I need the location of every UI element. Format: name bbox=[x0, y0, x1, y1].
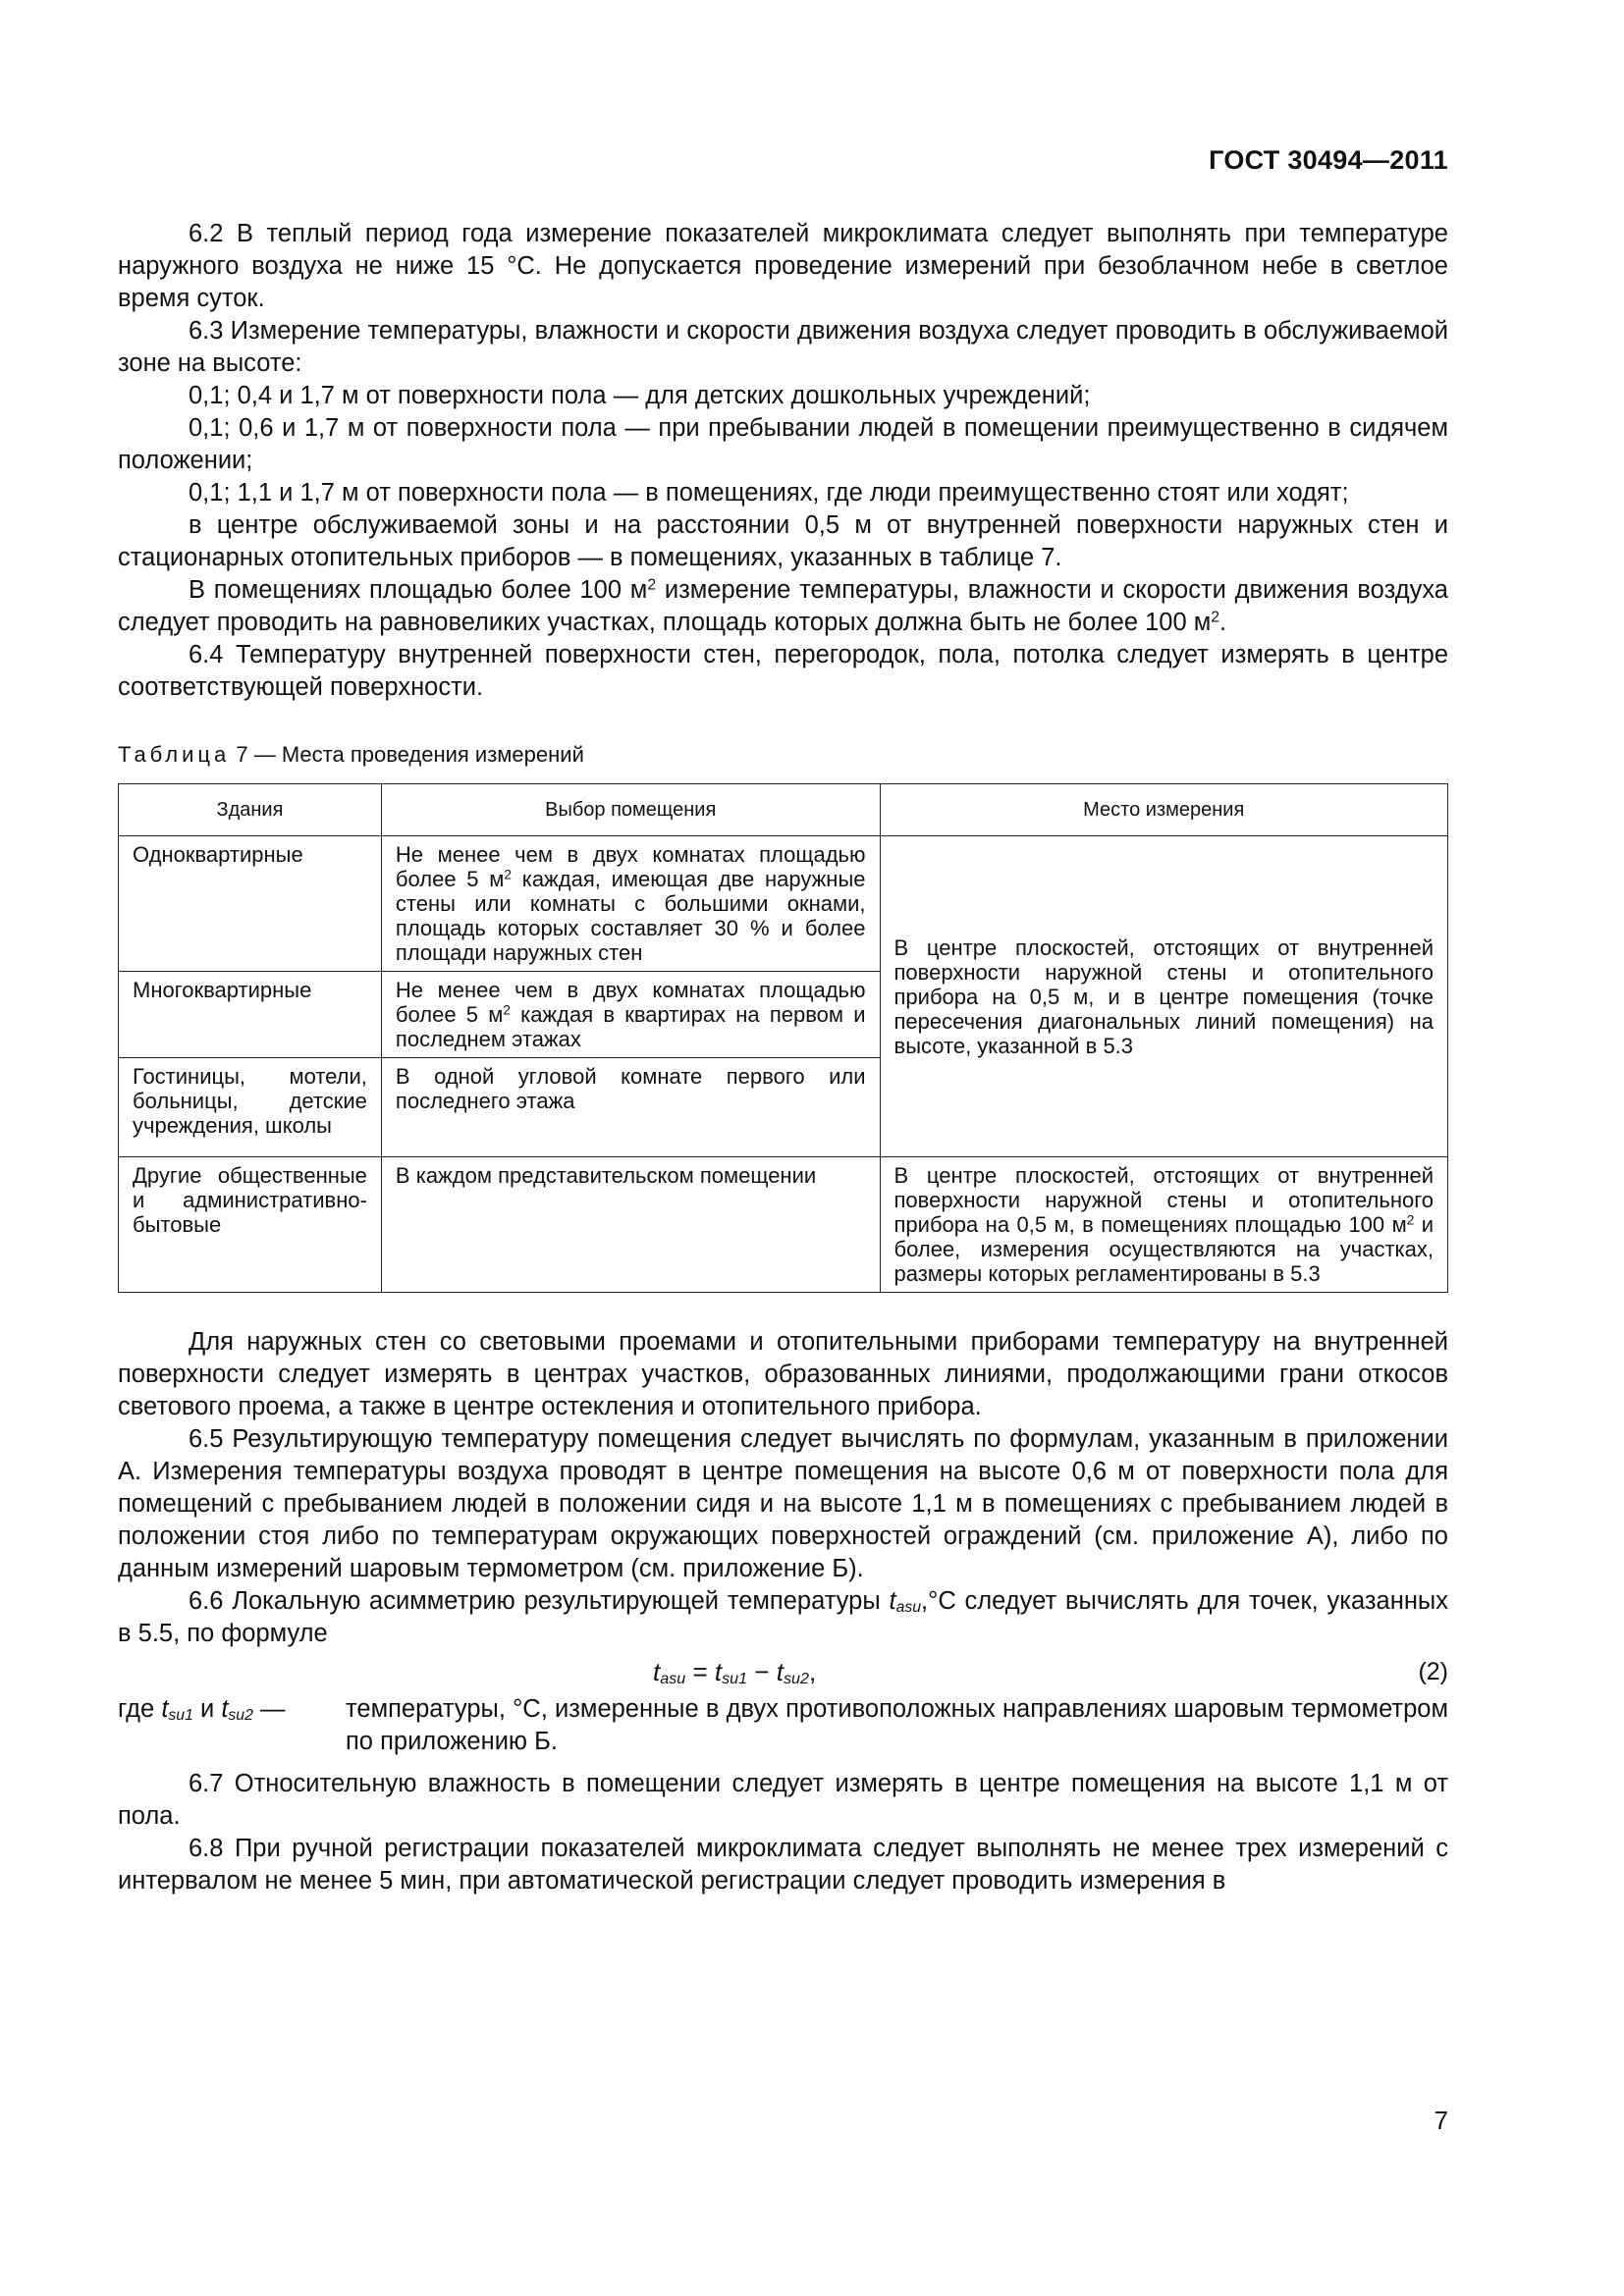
paragraph-6-3: 6.3 Измерение температуры, влажности и скорости движения воздуха следует проводить в обслуживаемой зоне на высоте: bbox=[118, 317, 1448, 377]
cell-room-selection: В одной угловой комнате первого или последнего этажа bbox=[381, 1058, 880, 1157]
body-text bbox=[118, 218, 1448, 1897]
cell-room-selection: Не менее чем в двух комнатах площадью более 5 $м^2$ каждая, имеющая две наружные стены или комнаты с большими окнами, площадь которых составляет 30 % и более площади наружных стен bbox=[381, 836, 880, 972]
paragraph-6-3-item-d: в центре обслуживаемой зоны и на расстоянии 0,5 м от внутренней поверхности наружных стен и стационарных отопительных приборов — в помещениях, указанных в таблице 7. bbox=[118, 511, 1448, 571]
paragraph-6-7: 6.7 Относительную влажность в помещении следует измерять в центре помещения на высоте 1,1 м от пола. bbox=[118, 1770, 1448, 1830]
document-id: ГОСТ 30494—2011 bbox=[1209, 145, 1448, 175]
cell-room-selection: Не менее чем в двух комнатах площадью более 5 $м^2$ каждая в квартирах на первом и последнем этажах bbox=[381, 972, 880, 1058]
paragraph-6-3-item-a: 0,1; 0,4 и 1,7 м от поверхности пола — для детских дошкольных учреждений; bbox=[189, 382, 1091, 409]
column-header-measurement-place: Место измерения bbox=[880, 784, 1448, 836]
paragraph-6-5: 6.5 Результирующую температуру помещения следует вычислять по формулам, указанным в приложении А. Измерения температуры воздуха проводят в центре помещения на высоте 0,6 м от поверхности пола для помещений с пребыванием людей в положении сидя и на высоте 1,1 м в помещениях с пребыванием людей в положении стоя либо по температурам окружающих поверхностей ограждений (см. приложение А), либо по данным измерений шаровым термометром (см. приложение Б). bbox=[118, 1425, 1448, 1582]
paragraph-6-3-item-e: В помещениях площадью более 100 $м^2$ измерение температуры, влажности и скорости движения воздуха следует проводить на равновеликих участках, площадь которых должна быть не более 100 $м^2$. bbox=[118, 576, 1448, 636]
document-page bbox=[118, 0, 1448, 2296]
cell-building: Гостиницы, мотели, больницы, детские учреждения, школы bbox=[119, 1058, 382, 1157]
formula-legend-variables: где $t_{su1}$ и $t_{su2}$ — bbox=[118, 1695, 286, 1725]
formula-number: (2) bbox=[1418, 1658, 1448, 1685]
table-7 bbox=[118, 783, 1448, 1293]
cell-measurement-place: В центре плоскостей, отстоящих от внутренней поверхности наружной стены и отопительного прибора на 0,5 м, в помещениях площадью 100 $м^2$ и более, измерения осуществляются на участках, размеры которых регламентированы в 5.3 bbox=[880, 1157, 1448, 1293]
paragraph-after-table: Для наружных стен со световыми проемами и отопительными приборами температуру на внутренней поверхности следует измерять в центрах участков, образованных линиями, продолжающими грани откосов светового проема, а также в центре остекления и отопительного прибора. bbox=[118, 1328, 1448, 1420]
cell-building: Другие общественные и административно-бытовые bbox=[119, 1157, 382, 1293]
paragraph-6-4: 6.4 Температуру внутренней поверхности стен, перегородок, пола, потолка следует измерять в центре соответствующей поверхности. bbox=[118, 641, 1448, 701]
formula-expression: $t_{asu} = t_{su1} - t_{su2}$, bbox=[653, 1657, 817, 1688]
paragraph-6-6: 6.6 Локальную асимметрию результирующей температуры $t_{asu},^\circ С$ следует вычислять для точек, указанных в 5.5, по формуле bbox=[118, 1587, 1448, 1647]
formula-legend-description: температуры, °С, измеренные в двух противоположных направлениях шаровым термометром по приложению Б. bbox=[346, 1695, 1448, 1755]
page-number: 7 bbox=[1434, 2106, 1448, 2135]
cell-measurement-place-merged: В центре плоскостей, отстоящих от внутренней поверхности наружной стены и отопительного прибора на 0,5 м, и в центре помещения (точке пересечения диагональных линий помещения) на высоте, указанной в 5.3 bbox=[880, 836, 1448, 1157]
column-header-buildings: Здания bbox=[119, 784, 382, 836]
table-row bbox=[119, 1157, 1448, 1293]
cell-building: Одноквартирные bbox=[119, 836, 382, 972]
table-7-caption: Таблица 7 — Места проведения измерений bbox=[118, 742, 584, 767]
table-header-row bbox=[119, 784, 1448, 836]
paragraph-6-3-item-b: 0,1; 0,6 и 1,7 м от поверхности пола — при пребывании людей в помещении преимущественно в сидячем положении; bbox=[118, 414, 1448, 474]
formula-legend bbox=[118, 1693, 1448, 1758]
paragraph-6-3-item-c: 0,1; 1,1 и 1,7 м от поверхности пола — в помещениях, где люди преимущественно стоят или ходят; bbox=[189, 479, 1349, 507]
cell-room-selection: В каждом представительском помещении bbox=[381, 1157, 880, 1293]
table-row bbox=[119, 836, 1448, 972]
formula-2 bbox=[118, 1650, 1448, 1693]
paragraph-6-2: 6.2 В теплый период года измерение показателей микроклимата следует выполнять при температуре наружного воздуха не ниже 15 °С. Не допускается проведение измерений при безоблачном небе в светлое время суток. bbox=[118, 220, 1448, 312]
cell-building: Многоквартирные bbox=[119, 972, 382, 1058]
paragraph-6-8: 6.8 При ручной регистрации показателей микроклимата следует выполнять не менее трех измерений с интервалом не менее 5 мин, при автоматической регистрации следует проводить измерения в bbox=[118, 1835, 1448, 1895]
column-header-room-selection: Выбор помещения bbox=[381, 784, 880, 836]
